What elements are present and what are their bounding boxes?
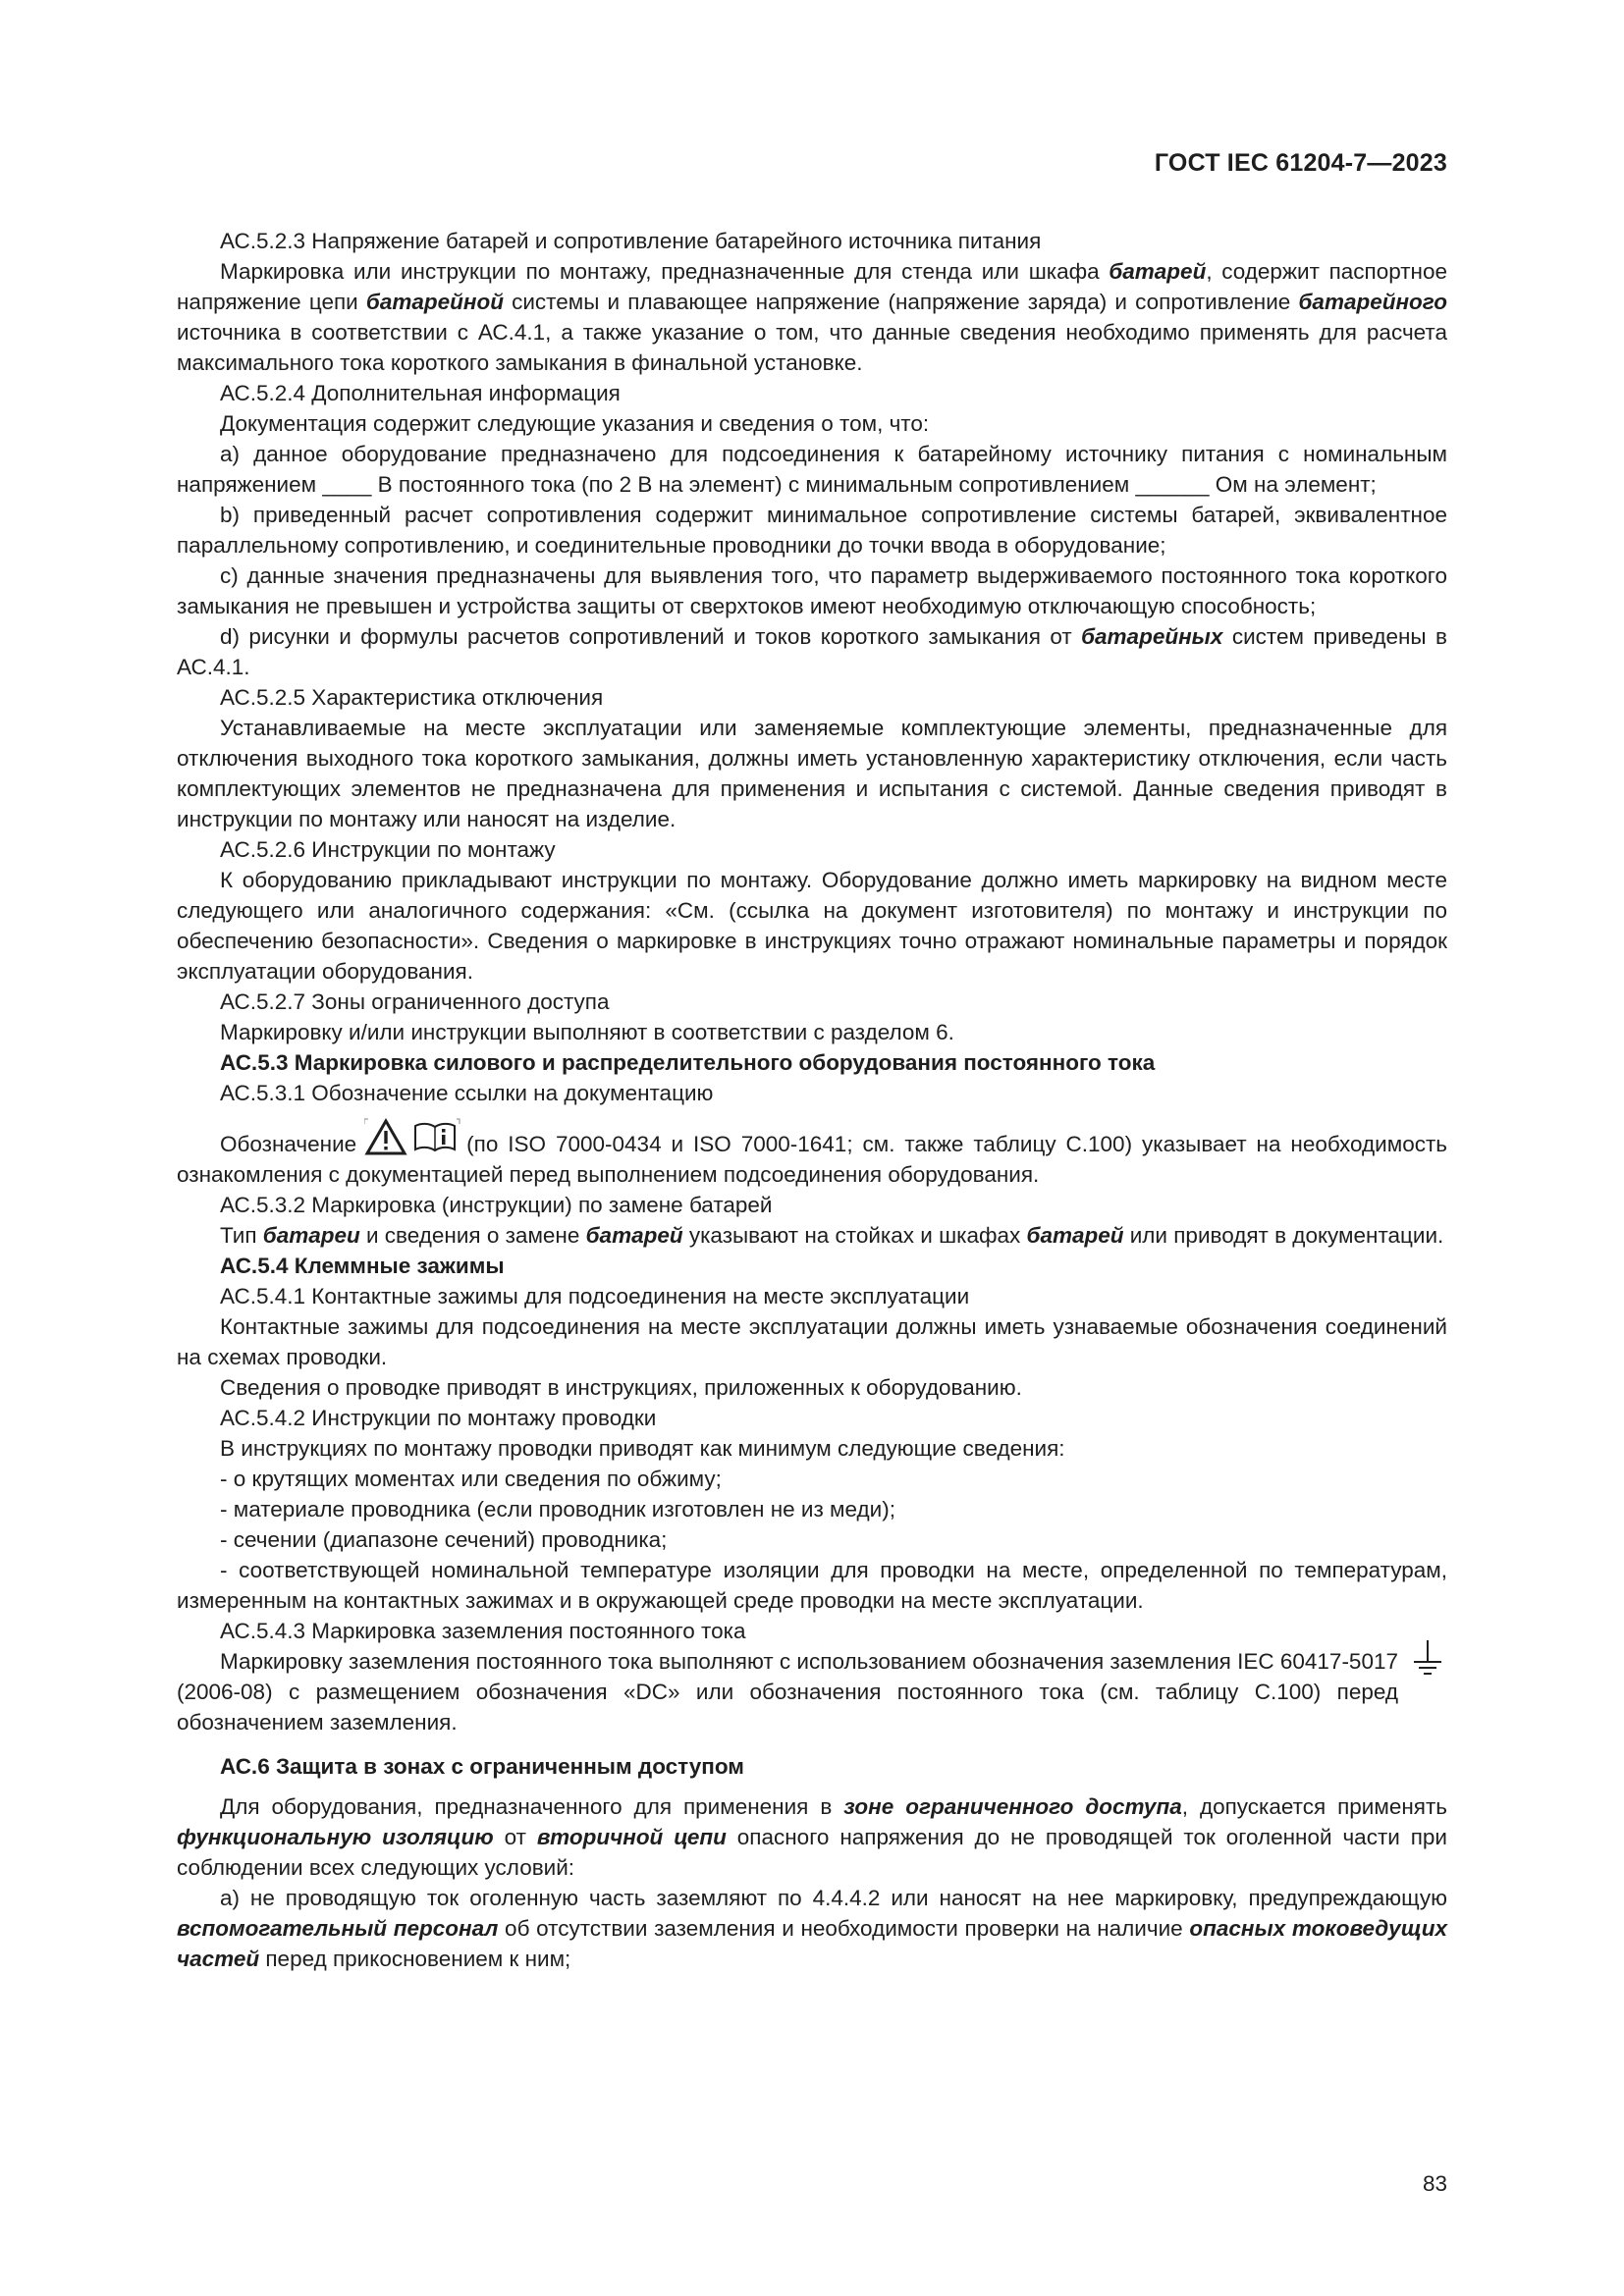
clause-ac-5-4-heading: АС.5.4 Клеммные зажимы <box>220 1254 505 1278</box>
list-item-torque: - о крутящих моментах или сведения по обжиму; <box>220 1467 722 1491</box>
clause-ac-5-2-7-text: Маркировку и/или инструкции выполняют в соответствии с разделом 6. <box>220 1020 954 1044</box>
clause-ac-5-3-2-title: АС.5.3.2 Маркировка (инструкции) по замене батарей <box>220 1193 773 1217</box>
clause-ac-5-2-6-title: АС.5.2.6 Инструкции по монтажу <box>220 837 556 862</box>
clause-ac-5-3-1-text: Обозначение (по ISO 7000-0434 и ISO 7000-1641; см. также таблицу С.100) указывает на необходимость ознакомления с документацией перед выполнением подсоединения оборудования. <box>177 1118 1447 1190</box>
document-body <box>177 226 1447 1974</box>
list-item-cross-section: - сечении (диапазоне сечений) проводника; <box>220 1527 668 1552</box>
clause-ac-5-4-3-text: Маркировку заземления постоянного тока выполняют с использованием обозначения заземления IEC 60417-5017 (2006-08) с размещением обозначения «DC» или обозначения постоянного тока (см. таблицу С.100) перед обозначением заземления. <box>177 1646 1447 1737</box>
section-ac-6-heading: АС.6 Защита в зонах с ограниченным доступом <box>220 1754 744 1779</box>
list-item-conductor-material: - материале проводника (если проводник изготовлен не из меди); <box>220 1497 895 1522</box>
clause-ac-5-2-5-text: Устанавливаемые на месте эксплуатации или заменяемые комплектующие элементы, предназначенные для отключения выходного тока короткого замыкания, должны иметь установленную характеристику отключения, если часть комплектующих элементов не предназначена для применения и испытания с системой. Данные сведения приводят в инструкции по монтажу или наносят на изделие. <box>177 716 1447 831</box>
clause-ac-5-4-1-title: АС.5.4.1 Контактные зажимы для подсоединения на месте эксплуатации <box>220 1284 970 1308</box>
page-number: 83 <box>1422 2171 1447 2196</box>
list-item-c: с) данные значения предназначены для выявления того, что параметр выдерживаемого постоянного тока короткого замыкания не превышен и устройства защиты от сверхтоков имеют необходимую отключающую способность; <box>177 563 1447 618</box>
warning-triangle-icon <box>367 1121 405 1153</box>
clause-ac-5-3-1-title: АС.5.3.1 Обозначение ссылки на документацию <box>220 1081 714 1105</box>
clause-ac-5-2-5-title: АС.5.2.5 Характеристика отключения <box>220 685 604 710</box>
clause-ac-5-4-3-title: АС.5.4.3 Маркировка заземления постоянного тока <box>220 1619 746 1643</box>
list-item-b: b) приведенный расчет сопротивления содержит минимальное сопротивление системы батарей, эквивалентное параллельному сопротивлению, и соединительные проводники до точки ввода в оборудование; <box>177 503 1447 558</box>
clause-ac-5-4-1-text: Контактные зажимы для подсоединения на месте эксплуатации должны иметь узнаваемые обозначения соединений на схемах проводки. <box>177 1314 1447 1369</box>
clause-ac-5-3-heading: АС.5.3 Маркировка силового и распределительного оборудования постоянного тока <box>220 1050 1156 1075</box>
read-manual-info-icon <box>415 1124 455 1150</box>
list-item-a: а) данное оборудование предназначено для подсоединения к батарейному источнику питания с номинальным напряжением ____ В постоянного тока (по 2 В на элемент) с минимальным сопротивлением ______ Ом на элемент; <box>177 442 1447 497</box>
clause-ac-5-4-2-title: АС.5.4.2 Инструкции по монтажу проводки <box>220 1406 657 1430</box>
documentation-symbol <box>364 1118 460 1157</box>
clause-ac-5-2-4-intro: Документация содержит следующие указания и сведения о том, что: <box>220 411 930 436</box>
section-ac-6-item-a: а) не проводящую ток оголенную часть заземляют по 4.4.4.2 или наносят на нее маркировку, предупреждающую вспомогательный персонал об отсутствии заземления и необходимости проверки на наличие опасных токоведущих частей перед прикосновением к ним; <box>177 1886 1447 1971</box>
section-ac-6-intro: Для оборудования, предназначенного для применения в зоне ограниченного доступа, допускается применять функциональную изоляцию от вторичной цепи опасного напряжения до не проводящей ток оголенной части при соблюдении всех следующих условий: <box>177 1794 1447 1880</box>
standard-designation: ГОСТ IEC 61204-7—2023 <box>1154 149 1447 177</box>
clause-ac-5-4-2-intro: В инструкциях по монтажу проводки приводят как минимум следующие сведения: <box>220 1436 1065 1461</box>
clause-ac-5-2-4-title: АС.5.2.4 Дополнительная информация <box>220 381 621 405</box>
protective-earth-ground-icon <box>1410 1638 1445 1682</box>
clause-ac-5-2-3-text: Маркировка или инструкции по монтажу, предназначенные для стенда или шкафа батарей, содержит паспортное напряжение цепи батарейной системы и плавающее напряжение (напряжение заряда) и сопротивление батарейного источника в соответствии с АС.4.1, а также указание о том, что данные сведения необходимо применять для расчета максимального тока короткого замыкания в финальной установке. <box>177 259 1448 375</box>
clause-ac-5-2-6-text: К оборудованию прикладывают инструкции по монтажу. Оборудование должно иметь маркировку на видном месте следующего или аналогичного содержания: «См. (ссылка на документ изготовителя) по монтажу и инструкции по обеспечению безопасности». Сведения о маркировке в инструкциях точно отражают номинальные параметры и порядок эксплуатации оборудования. <box>177 868 1447 984</box>
documentation-symbol-graphic <box>364 1118 460 1157</box>
clause-ac-5-2-7-title: АС.5.2.7 Зоны ограниченного доступа <box>220 989 610 1014</box>
clause-ac-5-3-2-text: Тип батареи и сведения о замене батарей указывают на стойках и шкафах батарей или приводят в документации. <box>220 1223 1444 1248</box>
list-item-insulation-temperature: - соответствующей номинальной температуре изоляции для проводки на месте, определенной по температурам, измеренным на контактных зажимах и в окружающей среде проводки на месте эксплуатации. <box>177 1558 1447 1613</box>
clause-ac-5-4-1-wiring-note: Сведения о проводке приводят в инструкциях, приложенных к оборудованию. <box>220 1375 1022 1400</box>
list-item-d: d) рисунки и формулы расчетов сопротивлений и токов короткого замыкания от батарейных систем приведены в АС.4.1. <box>177 624 1447 679</box>
clause-ac-5-2-3-title: АС.5.2.3 Напряжение батарей и сопротивление батарейного источника питания <box>220 229 1042 253</box>
